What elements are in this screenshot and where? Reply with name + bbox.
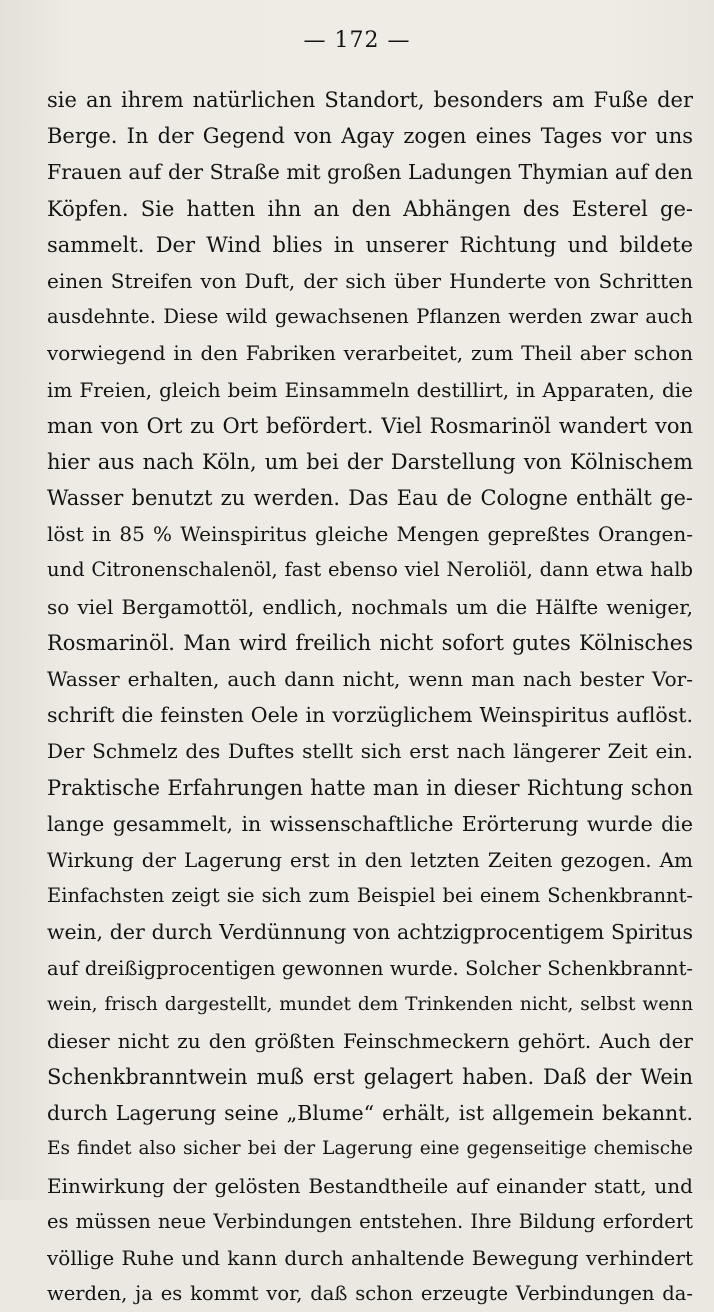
text-line: Berge. In der Gegend von Agay zogen eines Tages vor uns xyxy=(47,124,693,149)
text-line: Der Schmelz des Duftes stellt sich erst nach längerer Zeit ein. xyxy=(47,739,693,764)
text-line: man von Ort zu Ort befördert. Viel Rosmarinöl wandert von xyxy=(47,413,693,438)
text-line: ausdehnte. Diese wild gewachsenen Pflanzen werden zwar auch xyxy=(47,305,693,329)
text-line: im Freien, gleich beim Einsammeln destillirt, in Apparaten, die xyxy=(47,377,693,402)
text-line: Rosmarinöl. Man wird freilich nicht sofort gutes Kölnisches xyxy=(47,630,693,655)
text-line: und Citronenschalenöl, fast ebenso viel Neroliöl, dann etwa halb xyxy=(47,558,693,582)
text-line: Schenkbranntwein muß erst gelagert haben. Daß der Wein xyxy=(47,1065,693,1090)
text-line: Wasser erhalten, auch dann nicht, wenn man nach bester Vor- xyxy=(47,667,693,691)
text-line: Frauen auf der Straße mit großen Ladungen Thymian auf den xyxy=(47,160,693,185)
text-line: Wasser benutzt zu werden. Das Eau de Cologne enthält ge- xyxy=(47,486,693,511)
text-line: Praktische Erfahrungen hatte man in dieser Richtung schon xyxy=(47,775,693,800)
page-number: — 172 — xyxy=(303,28,411,53)
text-line: auf dreißigprocentigen gewonnen wurde. Solcher Schenkbrannt- xyxy=(47,956,693,980)
text-line: sie an ihrem natürlichen Standort, besonders am Fuße der xyxy=(47,88,693,112)
text-line: dieser nicht zu den größten Feinschmeckern gehört. Auch der xyxy=(47,1028,693,1053)
text-line: es müssen neue Verbindungen entstehen. Ihre Bildung erfordert xyxy=(47,1209,693,1233)
text-line: einen Streifen von Duft, der sich über Hunderte von Schritten xyxy=(47,268,693,293)
text-line: löst in 85 % Weinspiritus gleiche Mengen gepreßtes Orangen- xyxy=(47,522,693,547)
body-text xyxy=(47,82,693,1312)
text-line: wein, der durch Verdünnung von achtzigprocentigem Spiritus xyxy=(47,920,693,945)
text-line: vorwiegend in den Fabriken verarbeitet, zum Theil aber schon xyxy=(47,341,693,366)
text-line: Köpfen. Sie hatten ihn an den Abhängen des Esterel ge- xyxy=(47,196,693,221)
text-line: hier aus nach Köln, um bei der Darstellung von Kölnischem xyxy=(47,449,693,474)
text-line: Wirkung der Lagerung erst in den letzten Zeiten gezogen. Am xyxy=(47,847,693,872)
text-line: Einwirkung der gelösten Bestandtheile auf einander statt, und xyxy=(47,1173,693,1198)
text-line: Einfachsten zeigt sie sich zum Beispiel bei einem Schenkbrannt- xyxy=(47,884,693,908)
text-line: so viel Bergamottöl, endlich, nochmals um die Hälfte weniger, xyxy=(47,594,693,619)
text-line: durch Lagerung seine „Blume“ erhält, ist allgemein bekannt. xyxy=(47,1101,693,1126)
text-line: schrift die feinsten Oele in vorzüglichem Weinspiritus auflöst. xyxy=(47,703,693,728)
text-line: völlige Ruhe und kann durch anhaltende Bewegung verhindert xyxy=(47,1246,693,1270)
text-line: werden, ja es kommt vor, daß schon erzeugte Verbindungen da- xyxy=(47,1282,693,1306)
text-line: Es findet also sicher bei der Lagerung eine gegenseitige chemische xyxy=(47,1138,693,1160)
text-line: sammelt. Der Wind blies in unserer Richtung und bildete xyxy=(47,232,693,257)
text-line: wein, frisch dargestellt, mundet dem Trinkenden nicht, selbst wenn xyxy=(47,993,693,1015)
text-line: lange gesammelt, in wissenschaftliche Erörterung wurde die xyxy=(47,811,693,836)
